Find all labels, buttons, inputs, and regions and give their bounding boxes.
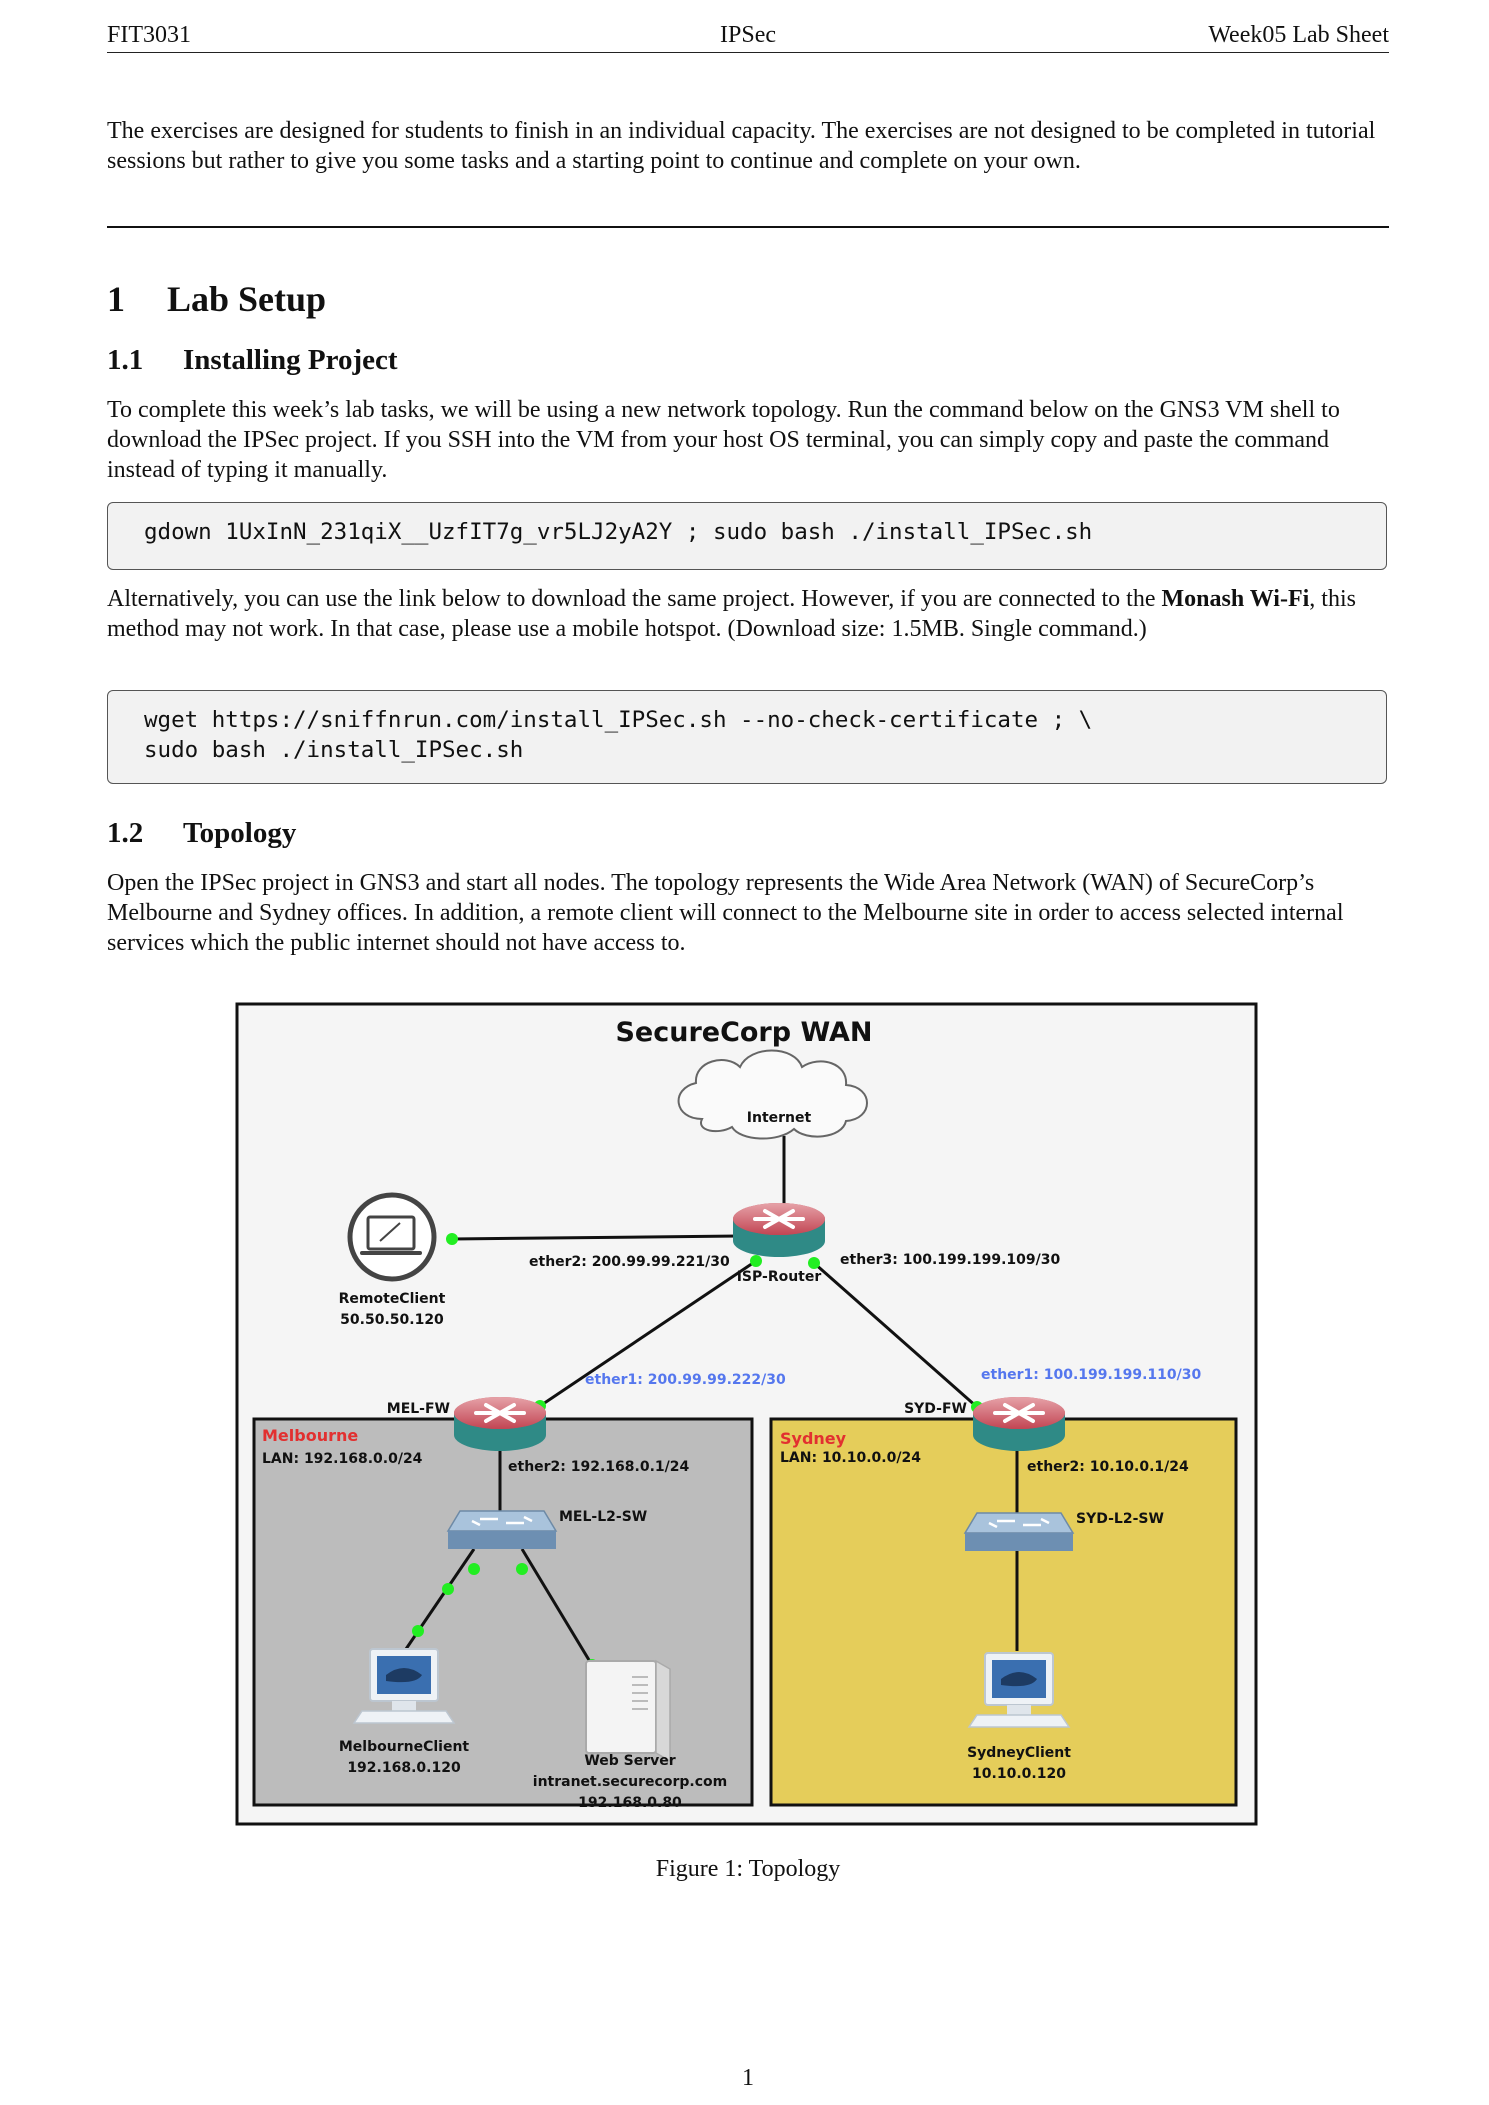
- isp-router-icon: [733, 1203, 825, 1257]
- topology-figure: [234, 1001, 1259, 1827]
- diagram-title: SecureCorp WAN: [615, 1017, 873, 1048]
- alt-text-after: , this method may not work. In that case, please use a mobile hotspot. (Download size: 1.5MB. Single command.): [107, 586, 1356, 642]
- section-heading: [107, 278, 326, 320]
- melbourne-site-box: [254, 1419, 752, 1805]
- header-sheet: Week05 Lab Sheet: [1208, 22, 1389, 48]
- section-number: 1: [107, 279, 125, 319]
- link-dot: [468, 1563, 480, 1575]
- subsection-number: 1.1: [107, 344, 144, 376]
- subsection-title: Installing Project: [183, 344, 398, 376]
- melbourne-ether2: ether2: 192.168.0.1/24: [508, 1459, 690, 1475]
- web-server-ip: 192.168.0.80: [578, 1795, 682, 1811]
- code-block-gdown[interactable]: gdown 1UxInN_231qiX__UzfIT7g_vr5LJ2yA2Y ; sudo bash ./install_IPSec.sh: [107, 502, 1387, 570]
- syd-ether1-label: ether1: 100.199.199.110/30: [981, 1367, 1202, 1383]
- header-course: FIT3031: [107, 22, 191, 48]
- intro-paragraph: The exercises are designed for students to finish in an individual capacity. The exercises are not designed to be completed in tutorial sessions but rather to give you some tasks and a starting point to continue and complete on your own.: [107, 118, 1376, 174]
- alt-text-before: Alternatively, you can use the link below to download the same project. However, if you are connected to the: [107, 586, 1162, 612]
- melbourne-lan: LAN: 192.168.0.0/24: [262, 1451, 423, 1467]
- install-paragraph: To complete this week’s lab tasks, we will be using a new network topology. Run the command below on the GNS3 VM shell to download the IPSec project. If you SSH into the VM from your host OS terminal, you can simply copy and paste the command instead of typing it manually.: [107, 397, 1340, 483]
- syd-switch-icon: [965, 1513, 1073, 1551]
- topology-diagram: [234, 1001, 1259, 1827]
- mel-fw-label: MEL-FW: [386, 1401, 450, 1417]
- subsection-heading-1-2: [107, 817, 296, 850]
- syd-fw-label: SYD-FW: [904, 1401, 967, 1417]
- sydney-client-name: SydneyClient: [967, 1745, 1071, 1761]
- web-server-host: intranet.securecorp.com: [532, 1774, 728, 1790]
- subsection-heading-1-1: [107, 344, 398, 377]
- code-block-wget[interactable]: wget https://sniffnrun.com/install_IPSec.sh --no-check-certificate ; \ sudo bash ./install_IPSec.sh: [107, 690, 1387, 784]
- alternative-paragraph: [107, 584, 1389, 644]
- topology-paragraph: Open the IPSec project in GNS3 and start all nodes. The topology represents the Wide Area Network (WAN) of SecureCorp’s Melbourne and Sydney offices. In addition, a remote client will connect to the Melbourne site in order to access selected internal services which the public internet should not have access to.: [107, 870, 1344, 956]
- alt-text-bold: Monash Wi-Fi: [1161, 586, 1310, 612]
- link-dot: [442, 1583, 454, 1595]
- mel-fw-router-icon: [454, 1397, 546, 1451]
- horizontal-rule: [107, 226, 1389, 228]
- link-dot: [516, 1563, 528, 1575]
- sydney-client-icon: [969, 1653, 1069, 1727]
- melbourne-title: Melbourne: [262, 1426, 359, 1445]
- isp-router-label: ISP-Router: [736, 1269, 822, 1285]
- subsection-title: Topology: [183, 817, 297, 849]
- running-header: [107, 22, 1389, 53]
- header-topic: IPSec: [720, 22, 776, 48]
- figure-caption: Figure 1: Topology: [655, 1856, 841, 1882]
- syd-fw-router-icon: [973, 1397, 1065, 1451]
- sydney-ether2: ether2: 10.10.0.1/24: [1027, 1459, 1189, 1475]
- mel-switch-icon: [448, 1511, 556, 1549]
- subsection-number: 1.2: [107, 817, 144, 849]
- sydney-client-ip: 10.10.0.120: [972, 1766, 1066, 1782]
- syd-switch-label: SYD-L2-SW: [1076, 1511, 1164, 1527]
- sydney-lan: LAN: 10.10.0.0/24: [780, 1450, 921, 1466]
- remote-client-name: RemoteClient: [338, 1291, 446, 1307]
- server-icon: [586, 1661, 670, 1761]
- link-dot: [412, 1625, 424, 1637]
- melbourne-client-name: MelbourneClient: [338, 1739, 470, 1755]
- link-dot: [750, 1255, 762, 1267]
- mel-ether1-label: ether1: 200.99.99.222/30: [585, 1372, 786, 1388]
- link-dot: [808, 1257, 820, 1269]
- melbourne-client-icon: [354, 1649, 454, 1723]
- mel-switch-label: MEL-L2-SW: [559, 1509, 648, 1525]
- web-server-name: Web Server: [584, 1753, 676, 1769]
- page-number: 1: [742, 2065, 754, 2091]
- laptop-icon: [350, 1195, 434, 1279]
- sydney-title: Sydney: [780, 1429, 847, 1448]
- link-dot: [446, 1233, 458, 1245]
- internet-label: Internet: [746, 1110, 812, 1126]
- section-title: Lab Setup: [167, 279, 327, 319]
- isp-ether3-label: ether3: 100.199.199.109/30: [840, 1252, 1061, 1268]
- remote-client-ip: 50.50.50.120: [340, 1312, 444, 1328]
- isp-ether2-label: ether2: 200.99.99.221/30: [529, 1254, 730, 1270]
- melbourne-client-ip: 192.168.0.120: [347, 1760, 461, 1776]
